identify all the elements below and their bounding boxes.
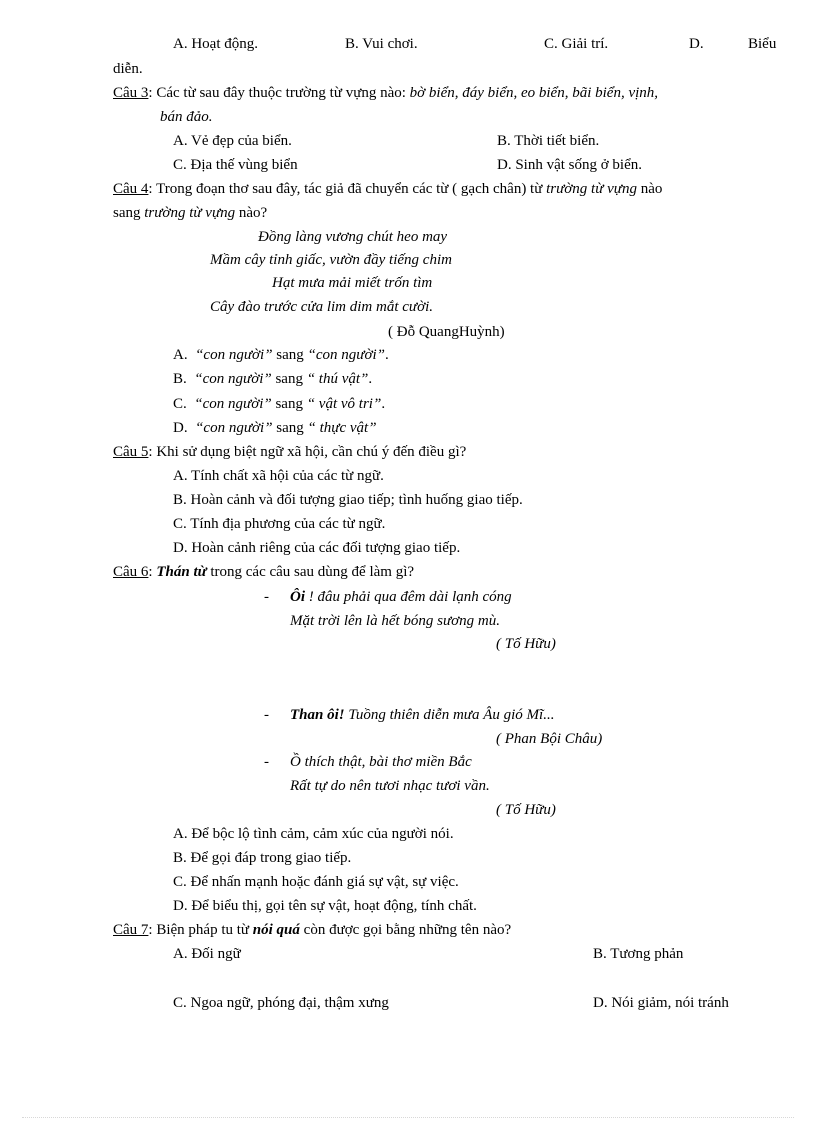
- poem-line-1: Đồng làng vương chút heo may: [258, 229, 448, 245]
- question-6-keyword: Thán từ: [156, 564, 207, 580]
- question-5-stem: [113, 442, 466, 462]
- question-6-stem: Câu 6: Thán từ trong các câu sau dùng để làm gì?: [113, 564, 415, 580]
- option-c: C. Giải trí.: [544, 36, 609, 52]
- example-3-line-1: Ồ thích thật, bài thơ miền Bắc: [290, 754, 472, 770]
- question-7-label: Câu 7: [113, 922, 149, 938]
- question-7-stem: [113, 920, 511, 940]
- question-3-words-cont: bán đảo.: [160, 109, 213, 125]
- question-3-text: : Các từ sau đây thuộc trường từ vựng nào:: [148, 85, 410, 101]
- question-3-option-a: A. Vẻ đẹp của biển.: [173, 133, 292, 149]
- example-1-line-1: Ôi ! đâu phải qua đêm dài lạnh cóng: [290, 589, 512, 605]
- question-5-option-c: C. Tính địa phương của các từ ngữ.: [173, 516, 386, 532]
- poem-line-2: Mầm cây tỉnh giấc, vườn đầy tiếng chim: [210, 252, 452, 268]
- question-4-text-2: nào: [637, 181, 663, 197]
- question-6-option-a: A. Để bộc lộ tình cảm, cảm xúc của người nói.: [173, 826, 454, 842]
- question-4-text-4: nào?: [235, 205, 268, 221]
- question-7-keyword: nói quá: [252, 922, 300, 938]
- question-6-text: trong các câu sau dùng để làm gì?: [206, 564, 415, 580]
- question-3-option-c: C. Địa thế vùng biển: [173, 157, 298, 173]
- question-6-label: Câu 6: [113, 564, 149, 580]
- question-3-option-b: B. Thời tiết biển.: [497, 133, 600, 149]
- question-4-term-1: trường từ vựng: [546, 181, 637, 197]
- question-6-option-c: C. Để nhấn mạnh hoặc đánh giá sự vật, sự việc.: [173, 874, 459, 890]
- option-d-continued: diễn.: [113, 61, 143, 77]
- question-6-option-b: B. Để gọi đáp trong giao tiếp.: [173, 850, 352, 866]
- option-b: B. Vui chơi.: [345, 36, 418, 52]
- question-4-text-1: : Trong đoạn thơ sau đây, tác giả đã chuyển các từ ( gạch chân) từ: [148, 181, 547, 197]
- option-d-letter: D.: [689, 36, 704, 52]
- question-3-stem: [113, 83, 658, 103]
- question-7-option-c: C. Ngoa ngữ, phóng đại, thậm xưng: [173, 995, 389, 1011]
- question-4-stem-cont: [113, 203, 267, 223]
- question-4-text-3: sang: [113, 205, 145, 221]
- question-4-term-2: trường từ vựng: [144, 205, 236, 221]
- question-4-option-b: B. “con người” sang “ thú vật”.: [173, 371, 373, 387]
- question-4-option-a: A. “con người” sang “con người”.: [173, 347, 389, 363]
- example-3-dash: -: [264, 754, 269, 770]
- poem-line-3: Hạt mưa mải miết trốn tìm: [272, 275, 433, 291]
- question-5-text: : Khi sử dụng biệt ngữ xã hội, cần chú ý đến điều gì?: [148, 444, 467, 460]
- question-4-option-d: D. “con người” sang “ thực vật”: [173, 420, 377, 436]
- question-7-option-a: A. Đối ngữ: [173, 946, 241, 962]
- question-3-option-d: D. Sinh vật sống ở biển.: [497, 157, 643, 173]
- option-a: A. Hoạt động.: [173, 36, 258, 52]
- question-3-words: bờ biển, đáy biển, eo biển, bãi biển, vịnh,: [409, 85, 659, 101]
- example-2-author: ( Phan Bội Châu): [496, 731, 603, 747]
- question-5-option-d: D. Hoàn cảnh riêng của các đối tượng giao tiếp.: [173, 540, 461, 556]
- question-7-option-b: B. Tương phản: [593, 946, 684, 962]
- option-d-word: Biểu: [748, 36, 777, 52]
- example-2-dash: -: [264, 707, 269, 723]
- example-1-line-2: Mặt trời lên là hết bóng sương mù.: [290, 613, 501, 629]
- page-bottom-rule: [22, 1117, 794, 1118]
- question-3-label: Câu 3: [113, 85, 149, 101]
- question-4-stem: [113, 179, 662, 199]
- question-5-label: Câu 5: [113, 444, 149, 460]
- question-4-label: Câu 4: [113, 181, 149, 197]
- question-6-option-d: D. Để biểu thị, gọi tên sự vật, hoạt động, tính chất.: [173, 898, 477, 914]
- question-7-text-2: còn được gọi bằng những tên nào?: [299, 922, 512, 938]
- example-2-line-1: Than ôi! Tuồng thiên diễn mưa Âu gió Mĩ...: [290, 707, 555, 723]
- poem-author: ( Đỗ QuangHuỳnh): [388, 324, 505, 340]
- poem-line-4: Cây đào trước cửa lim dim mắt cười.: [210, 299, 434, 315]
- question-4-option-c: C. “con người” sang “ vật vô tri”.: [173, 396, 386, 412]
- example-1-author: ( Tố Hữu): [496, 636, 556, 652]
- question-5-option-b: B. Hoàn cảnh và đối tượng giao tiếp; tình huống giao tiếp.: [173, 492, 523, 508]
- example-3-author: ( Tố Hữu): [496, 802, 556, 818]
- question-7-option-d: D. Nói giảm, nói tránh: [593, 995, 729, 1011]
- question-7-text-1: : Biện pháp tu từ: [148, 922, 253, 938]
- example-3-line-2: Rất tự do nên tươi nhạc tươi vần.: [290, 778, 490, 794]
- example-1-dash: -: [264, 589, 269, 605]
- question-5-option-a: A. Tính chất xã hội của các từ ngữ.: [173, 468, 384, 484]
